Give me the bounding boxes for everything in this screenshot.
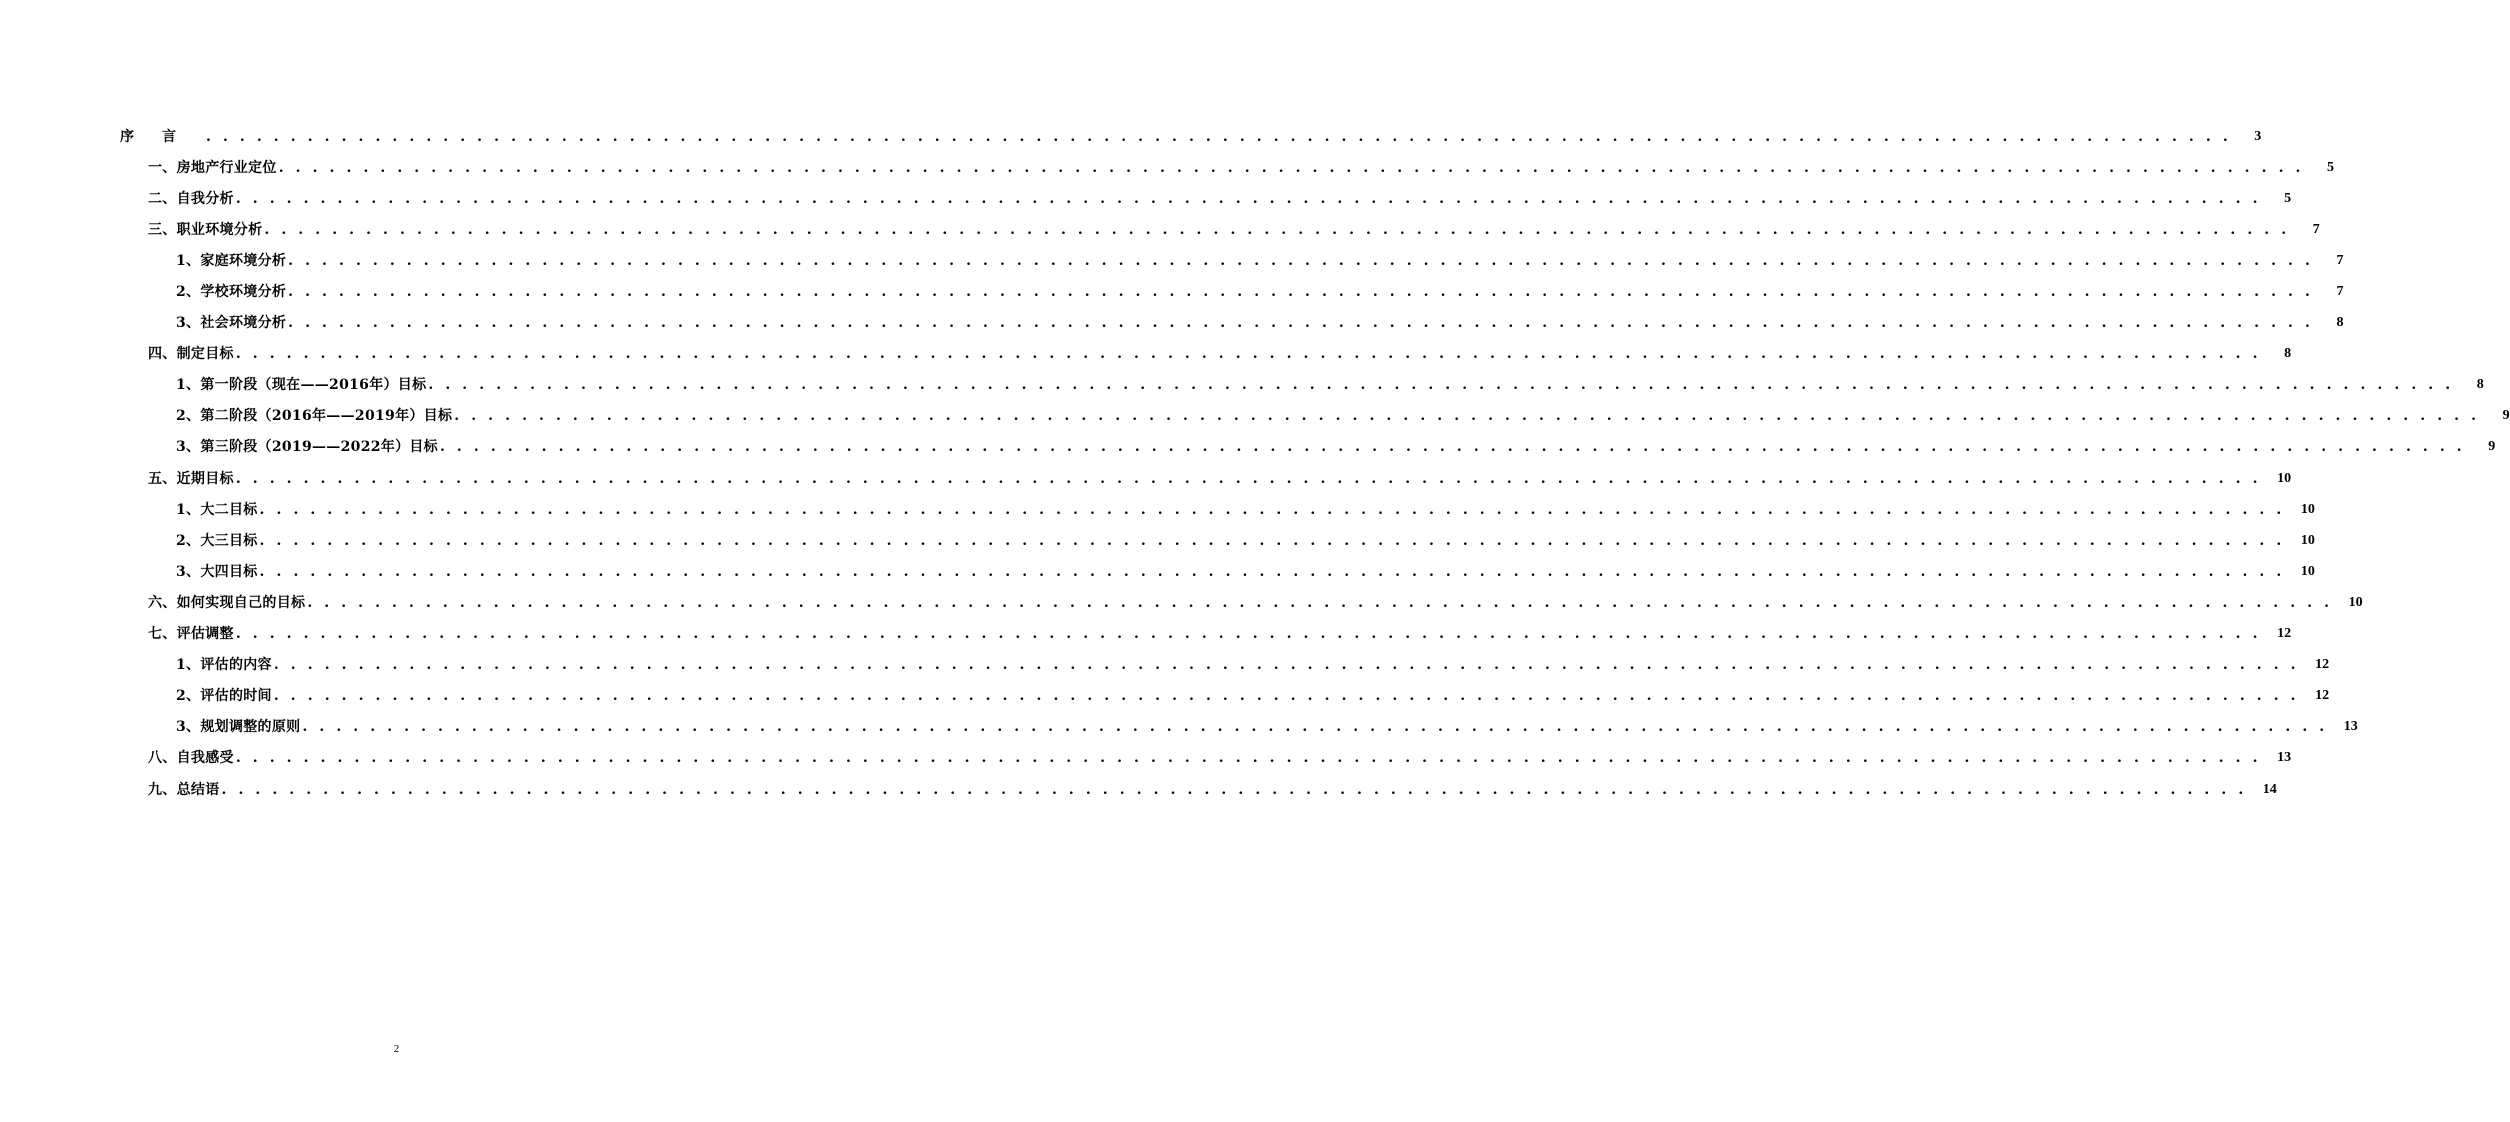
page-number: 2 (393, 1043, 400, 1055)
toc-leader-dots: . . . . . . . . . . . . . . . . . . . . . . . . . . . . . . . . . . . . . . . . . . . . . . . . . . . . . . . . . . . . . . . . . . . . . . . . . . . . . . . . . . . . . . . . . . . . . . . . . . . . . . . . . . . . . . . . . . . . . . . . (235, 626, 2262, 643)
toc-entry-title: 2、评估的时间 (176, 688, 272, 705)
toc-entry-page: 5 (2284, 190, 2292, 206)
toc-entry[interactable] (0, 774, 2277, 805)
toc-entry[interactable] (0, 183, 2292, 214)
toc-entry-title: 三、职业环境分析 (148, 221, 263, 238)
toc-entry-page: 7 (2312, 221, 2320, 237)
toc-entry-page: 10 (2300, 532, 2315, 548)
toc-leader-dots: . . . . . . . . . . . . . . . . . . . . . . . . . . . . . . . . . . . . . . . . . . . . . . . . . . . . . . . . . . . . . . . . . . . . . . . . . . . . . . . . . . . . . . . . . . . . . . . . . . . . . . . . . . . . . . . . . . . . . . . . (288, 284, 2314, 301)
toc-leader-dots: . . . . . . . . . . . . . . . . . . . . . . . . . . . . . . . . . . . . . . . . . . . . . . . . . . . . . . . . . . . . . . . . . . . . . . . . . . . . . . . . . . . . . . . . . . . . . . . . . . . . . . . . . . . . . . . . . . . . . . . . (264, 221, 2290, 238)
toc-entry[interactable] (0, 432, 2496, 463)
toc-entry[interactable] (0, 650, 2330, 681)
toc-entry[interactable] (0, 121, 2262, 152)
toc-leader-dots: . . . . . . . . . . . . . . . . . . . . . . . . . . . . . . . . . . . . . . . . . . . . . . . . . . . . . . . . . . . . . . . . . . . . . . . . . . . . . . . . . . . . . . . . . . . . . . . . . . . . . . . . . . . . . . . . . . . . . . . . (221, 781, 2247, 798)
toc-entry-page: 7 (2336, 284, 2344, 300)
toc-entry-page: 13 (2343, 719, 2358, 735)
toc-entry-title: 1、评估的内容 (176, 657, 272, 674)
toc-entry-title: 九、总结语 (148, 781, 220, 798)
toc-entry[interactable] (0, 214, 2320, 245)
toc-entry[interactable] (0, 494, 2315, 525)
toc-entry-title: 四、制定目标 (148, 346, 234, 363)
toc-leader-dots: . . . . . . . . . . . . . . . . . . . . . . . . . . . . . . . . . . . . . . . . . . . . . . . . . . . . . . . . . . . . . . . . . . . . . . . . . . . . . . . . . . . . . . . . . . . . . . . . . . . . . . . . . . . . . . . . . . . . . . . . (235, 750, 2262, 767)
toc-leader-dots: . . . . . . . . . . . . . . . . . . . . . . . . . . . . . . . . . . . . . . . . . . . . . . . . . . . . . . . . . . . . . . . . . . . . . . . . . . . . . . . . . . . . . . . . . . . . . . . . . . . . . . . . . . . . . . . . . . . . . . . . (273, 688, 2300, 705)
toc-entry[interactable] (0, 370, 2484, 401)
toc-leader-dots: . . . . . . . . . . . . . . . . . . . . . . . . . . . . . . . . . . . . . . . . . . . . . . . . . . . . . . . . . . . . . . . . . . . . . . . . . . . . . . . . . . . . . . . . . . . . . . . . . . . . . . . . . . . . . . . . . . . . . . . . (235, 470, 2262, 487)
toc-leader-dots: . . . . . . . . . . . . . . . . . . . . . . . . . . . . . . . . . . . . . . . . . . . . . . . . . . . . . . . . . . . . . . . . . . . . . . . . . . . . . . . . . . . . . . . . . . . . . . . . . . . . . . . . . . . . . . . . . . . . . . . . (259, 563, 2285, 580)
toc-entry[interactable] (0, 245, 2344, 276)
toc-entry-page: 9 (2488, 439, 2496, 455)
toc-entry-title: 八、自我感受 (148, 750, 234, 767)
toc-entry[interactable] (0, 308, 2344, 339)
toc-leader-dots: . . . . . . . . . . . . . . . . . . . . . . . . . . . . . . . . . . . . . . . . . . . . . . . . . . . . . . . . . . . . . . . . . . . . . . . . . . . . . . . . . . . . . . . . . . . . . . . . . . . . . . . . . . . . . . . . . . . . . . . . (439, 439, 2466, 456)
toc-leader-dots: . . . . . . . . . . . . . . . . . . . . . . . . . . . . . . . . . . . . . . . . . . . . . . . . . . . . . . . . . . . . . . . . . . . . . . . . . . . . . . . . . . . . . . . . . . . . . . . . . . . . . . . . . . . . . . . . . . . . . . . . (288, 252, 2314, 269)
toc-entry-page: 10 (2300, 563, 2315, 579)
toc-entry-title: 2、大三目标 (176, 532, 258, 549)
toc-entry-page: 12 (2277, 626, 2292, 642)
toc-entry-title: 2、第二阶段（2016年——2019年）目标 (176, 408, 453, 425)
toc-entry-title: 1、第一阶段（现在——2016年）目标 (176, 377, 427, 394)
toc-entry-title: 3、社会环境分析 (176, 315, 287, 332)
toc-leader-dots: . . . . . . . . . . . . . . . . . . . . . . . . . . . . . . . . . . . . . . . . . . . . . . . . . . . . . . . . . . . . . . . . . . . . . . . . . . . . . . . . . . . . . . . . . . . . . . . . . . . . . . . . . . . . . . . . . . . . . . . . (428, 377, 2454, 394)
toc-entry[interactable] (0, 619, 2292, 650)
toc-entry[interactable] (0, 463, 2292, 494)
toc-entry-title: 二、自我分析 (148, 190, 234, 207)
toc-entry-title: 3、规划调整的原则 (176, 719, 301, 736)
toc-entry-page: 5 (2327, 159, 2334, 175)
toc-entry[interactable] (0, 276, 2344, 307)
toc-entry-title: 1、大二目标 (176, 501, 258, 518)
toc-entry[interactable] (0, 681, 2330, 712)
toc-entry-page: 7 (2336, 252, 2344, 268)
toc-leader-dots: . . . . . . . . . . . . . . . . . . . . . . . . . . . . . . . . . . . . . . . . . . . . . . . . . . . . . . . . . . . . . . . . . . . . . . . . . . . . . . . . . . . . . . . . . . . . . . . . . . . . . . . . . . . . . . . . . . . . . . . . (454, 408, 2480, 425)
toc-entry[interactable] (0, 152, 2334, 183)
toc-leader-dots: . . . . . . . . . . . . . . . . . . . . . . . . . . . . . . . . . . . . . . . . . . . . . . . . . . . . . . . . . . . . . . . . . . . . . . . . . . . . . . . . . . . . . . . . . . . . . . . . . . . . . . . . . . . . . . . . . . . . . . . . (235, 190, 2262, 207)
toc-entry-title: 3、第三阶段（2019——2022年）目标 (176, 439, 438, 456)
toc-leader-dots: . . . . . . . . . . . . . . . . . . . . . . . . . . . . . . . . . . . . . . . . . . . . . . . . . . . . . . . . . . . . . . . . . . . . . . . . . . . . . . . . . . . . . . . . . . . . . . . . . . . . . . . . . . . . . . . . . . . . . . . . (206, 128, 2232, 145)
toc-entry-page: 12 (2315, 688, 2330, 704)
toc-entry-title: 1、家庭环境分析 (176, 252, 287, 269)
toc-entry-page: 8 (2476, 377, 2484, 393)
toc-entry[interactable] (0, 743, 2292, 774)
toc-leader-dots: . . . . . . . . . . . . . . . . . . . . . . . . . . . . . . . . . . . . . . . . . . . . . . . . . . . . . . . . . . . . . . . . . . . . . . . . . . . . . . . . . . . . . . . . . . . . . . . . . . . . . . . . . . . . . . . . . . . . . . . . (288, 315, 2314, 332)
toc-entry-page: 13 (2277, 750, 2292, 766)
toc-entry-page: 10 (2300, 501, 2315, 517)
toc-entry-page: 10 (2277, 470, 2292, 486)
toc-entry-page: 10 (2348, 594, 2363, 610)
toc-entry[interactable] (0, 401, 2510, 432)
toc-entry-title: 序言 (120, 128, 204, 145)
toc-entry-page: 8 (2336, 315, 2344, 331)
toc-entry[interactable] (0, 587, 2363, 618)
toc-entry-title: 一、房地产行业定位 (148, 159, 277, 176)
toc-leader-dots: . . . . . . . . . . . . . . . . . . . . . . . . . . . . . . . . . . . . . . . . . . . . . . . . . . . . . . . . . . . . . . . . . . . . . . . . . . . . . . . . . . . . . . . . . . . . . . . . . . . . . . . . . . . . . . . . . . . . . . . . (273, 657, 2300, 674)
toc-entry-title: 五、近期目标 (148, 470, 234, 487)
toc-entry-title: 2、学校环境分析 (176, 284, 287, 301)
toc-entry-page: 14 (2262, 781, 2277, 797)
toc-entry-page: 12 (2315, 657, 2330, 673)
toc-entry[interactable] (0, 556, 2315, 587)
toc-leader-dots: . . . . . . . . . . . . . . . . . . . . . . . . . . . . . . . . . . . . . . . . . . . . . . . . . . . . . . . . . . . . . . . . . . . . . . . . . . . . . . . . . . . . . . . . . . . . . . . . . . . . . . . . . . . . . . . . . . . . . . . . (278, 159, 2304, 176)
toc-entry[interactable] (0, 525, 2315, 556)
toc-entry[interactable] (0, 712, 2358, 743)
toc-leader-dots: . . . . . . . . . . . . . . . . . . . . . . . . . . . . . . . . . . . . . . . . . . . . . . . . . . . . . . . . . . . . . . . . . . . . . . . . . . . . . . . . . . . . . . . . . . . . . . . . . . . . . . . . . . . . . . . . . . . . . . . . (307, 594, 2333, 611)
toc-leader-dots: . . . . . . . . . . . . . . . . . . . . . . . . . . . . . . . . . . . . . . . . . . . . . . . . . . . . . . . . . . . . . . . . . . . . . . . . . . . . . . . . . . . . . . . . . . . . . . . . . . . . . . . . . . . . . . . . . . . . . . . . (235, 346, 2262, 363)
toc-leader-dots: . . . . . . . . . . . . . . . . . . . . . . . . . . . . . . . . . . . . . . . . . . . . . . . . . . . . . . . . . . . . . . . . . . . . . . . . . . . . . . . . . . . . . . . . . . . . . . . . . . . . . . . . . . . . . . . . . . . . . . . . (259, 532, 2285, 549)
toc-entry-page: 9 (2502, 408, 2510, 424)
toc-entry-title: 七、评估调整 (148, 626, 234, 643)
toc-entry-title: 3、大四目标 (176, 563, 258, 580)
toc-leader-dots: . . . . . . . . . . . . . . . . . . . . . . . . . . . . . . . . . . . . . . . . . . . . . . . . . . . . . . . . . . . . . . . . . . . . . . . . . . . . . . . . . . . . . . . . . . . . . . . . . . . . . . . . . . . . . . . . . . . . . . . . (259, 501, 2285, 518)
toc-entry-title: 六、如何实现自己的目标 (148, 594, 306, 611)
toc-leader-dots: . . . . . . . . . . . . . . . . . . . . . . . . . . . . . . . . . . . . . . . . . . . . . . . . . . . . . . . . . . . . . . . . . . . . . . . . . . . . . . . . . . . . . . . . . . . . . . . . . . . . . . . . . . . . . . . . . . . . . . . . (302, 719, 2328, 736)
toc-entry-page: 3 (2254, 128, 2262, 144)
toc-entry-page: 8 (2284, 346, 2292, 362)
toc-entry[interactable] (0, 339, 2292, 370)
table-of-contents (0, 121, 2510, 805)
